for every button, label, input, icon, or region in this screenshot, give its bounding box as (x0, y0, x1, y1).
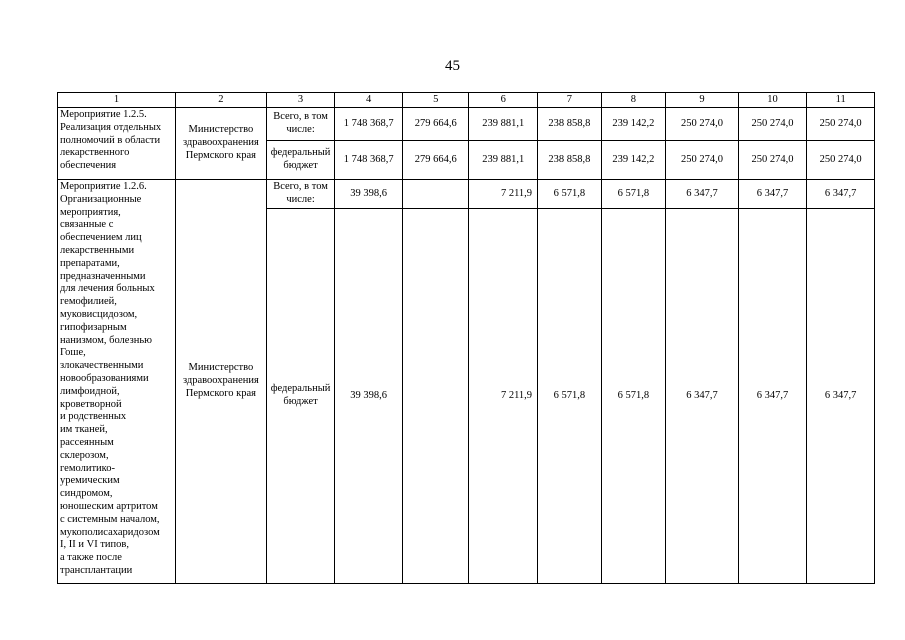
activity-title-line: лекарственного (60, 147, 130, 159)
funding-source: федеральный бюджет (266, 209, 335, 584)
activity-title-line: а также после (60, 552, 122, 564)
value-cell: 279 664,6 (402, 141, 469, 180)
activity-title-line: нанизмом, болезнью (60, 334, 152, 346)
value-cell: 238 858,8 (538, 108, 602, 141)
value-cell: 7 211,9 (469, 180, 538, 209)
column-number: 7 (538, 93, 602, 108)
value-cell: 7 211,9 (469, 209, 538, 584)
value-cell: 6 347,7 (807, 209, 875, 584)
column-number: 4 (335, 93, 403, 108)
activity-title-line: с системным началом, (60, 513, 160, 525)
value-cell: 239 142,2 (601, 141, 666, 180)
value-cell: 250 274,0 (807, 141, 875, 180)
executor-cell: Министерство здравоохранения Пермского края (176, 180, 267, 584)
value-cell: 1 748 368,7 (335, 108, 403, 141)
activity-title-line: гемолитико- (60, 462, 115, 474)
value-cell: 239 881,1 (469, 108, 538, 141)
value-cell: 1 748 368,7 (335, 141, 403, 180)
activity-title-line: Мероприятие 1.2.6. (60, 181, 147, 192)
funding-source: федеральный бюджет (266, 141, 335, 180)
activity-title-line: гемофилией, (60, 296, 117, 308)
activity-title-line: обеспечения (60, 160, 117, 172)
value-cell: 279 664,6 (402, 108, 469, 141)
value-cell: 6 571,8 (538, 209, 602, 584)
activity-title-line: связанные с (60, 219, 114, 231)
column-number: 5 (402, 93, 469, 108)
activity-title-line: кроветворной (60, 398, 122, 410)
activity-title-line: трансплантации (60, 564, 133, 576)
activity-title-line: для лечения больных (60, 283, 155, 295)
activity-title-line: Гоше, (60, 347, 86, 359)
program-funding-table (57, 92, 875, 584)
value-cell: 6 347,7 (738, 180, 807, 209)
column-number: 11 (807, 93, 875, 108)
table-row (58, 180, 875, 209)
column-number: 9 (666, 93, 739, 108)
activity-title-line: предназначенными (60, 270, 146, 282)
activity-title-line: мероприятия, (60, 206, 121, 218)
value-cell: 6 347,7 (666, 180, 739, 209)
value-cell: 6 347,7 (738, 209, 807, 584)
activity-title-line: склерозом, (60, 449, 109, 461)
column-number: 10 (738, 93, 807, 108)
activity-title-line: I, II и VI типов, (60, 539, 129, 551)
activity-description (58, 180, 176, 584)
value-cell: 6 571,8 (601, 180, 666, 209)
column-number: 1 (58, 93, 176, 108)
value-cell: 6 571,8 (538, 180, 602, 209)
activity-title-line: лимфоидной, (60, 385, 120, 397)
activity-title-line: муковисцидозом, (60, 308, 138, 320)
value-cell (402, 180, 469, 209)
column-number: 8 (601, 93, 666, 108)
value-cell: 239 881,1 (469, 141, 538, 180)
activity-title-line: уремическим (60, 475, 120, 487)
activity-title-line: лекарственными (60, 244, 135, 256)
value-cell: 239 142,2 (601, 108, 666, 141)
value-cell: 238 858,8 (538, 141, 602, 180)
value-cell: 250 274,0 (807, 108, 875, 141)
funding-source: Всего, в том числе: (266, 108, 335, 141)
value-cell (402, 209, 469, 584)
value-cell: 250 274,0 (666, 141, 739, 180)
value-cell: 6 347,7 (807, 180, 875, 209)
activity-title-line: и родственных (60, 411, 127, 423)
activity-title-line: полномочий в области (60, 134, 161, 146)
page-number: 45 (445, 58, 460, 74)
activity-title-line: Организационные (60, 193, 142, 205)
column-number: 2 (176, 93, 267, 108)
activity-title-line: злокачественными (60, 360, 144, 372)
value-cell: 250 274,0 (738, 141, 807, 180)
value-cell: 250 274,0 (738, 108, 807, 141)
value-cell: 6 571,8 (601, 209, 666, 584)
activity-title-line: препаратами, (60, 257, 120, 269)
activity-title-line: юношеским артритом (60, 500, 158, 512)
value-cell: 39 398,6 (335, 209, 403, 584)
activity-title-line: им тканей, (60, 424, 108, 436)
activity-title-line: Реализация отдельных (60, 121, 162, 133)
activity-title-line: рассеянным (60, 436, 114, 448)
activity-title-line: новообразованиями (60, 372, 149, 384)
value-cell: 39 398,6 (335, 180, 403, 209)
table-row (58, 108, 875, 141)
column-number-row (58, 93, 875, 108)
activity-title-line: обеспечением лиц (60, 232, 142, 244)
value-cell: 250 274,0 (666, 108, 739, 141)
column-number: 6 (469, 93, 538, 108)
activity-title-line: синдромом, (60, 488, 113, 500)
activity-description (58, 108, 176, 180)
value-cell: 6 347,7 (666, 209, 739, 584)
funding-source: Всего, в том числе: (266, 180, 335, 209)
activity-title-line: Мероприятие 1.2.5. (60, 109, 147, 120)
column-number: 3 (266, 93, 335, 108)
activity-title-line: гипофизарным (60, 321, 127, 333)
executor-cell: Министерство здравоохранения Пермского края (176, 108, 267, 180)
activity-title-line: мукополисахаридозом (60, 526, 160, 538)
